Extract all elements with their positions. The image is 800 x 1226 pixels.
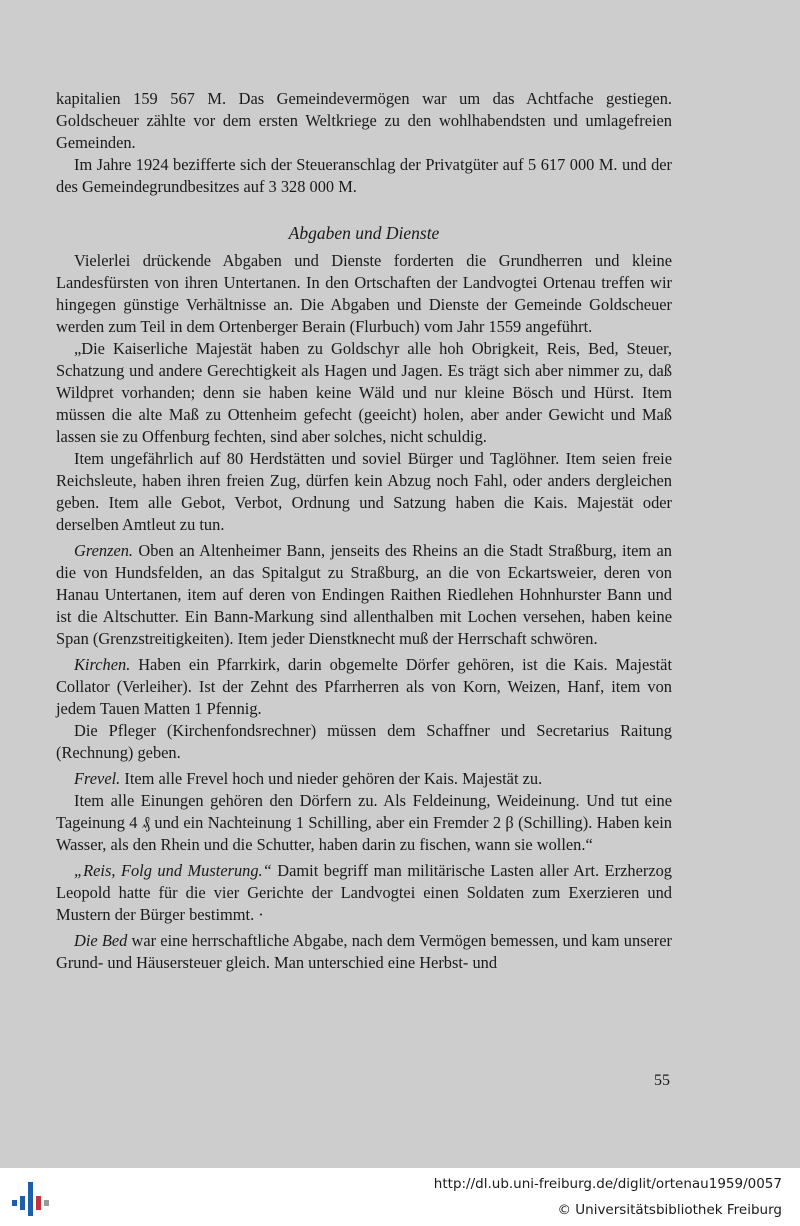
paragraph-intro: Vielerlei drückende Abgaben und Dienste forderten die Grundherren und kleine Landesfürsten von ihren Untertanen. In den Ortschaften der Landvogtei Ortenau treffen wir hingegen günstige Verhältnisse an. Die Abgaben und Dienste der Gemeinde Goldscheuer werden zum Teil in dem Ortenberger Berain (Flurbuch) vom Jahr 1559 angeführt.: [56, 251, 672, 336]
page-number: 55: [654, 1072, 670, 1089]
section-heading: Abgaben und Dienste: [288, 223, 440, 243]
footer-url[interactable]: http://dl.ub.uni-freiburg.de/diglit/ortenau1959/0057: [433, 1176, 782, 1192]
paragraph-einungen: Item alle Einungen gehören den Dörfern zu. Als Feldeinung, Weideinung. Und tut eine Tageinung 4 ₰ und ein Nachteinung 1 Schilling, aber ein Fremder 2 β (Schilling). Haben kein Wasser, als den Rhein und die Schutter, haben darin zu fischen, wann sie wollen.“: [56, 791, 672, 854]
paragraph-kapitalien: kapitalien 159 567 M. Das Gemeindevermögen war um das Achtfache gestiegen. Goldscheuer zählte vor dem ersten Weltkriege zu den wohlhabendsten und umlagefreien Gemeinden.: [56, 89, 672, 152]
reis-text: Damit begriff man militärische Lasten aller Art. Erzherzog Leopold hatte für die vier Gerichte der Landvogtei einen Soldaten zum Exerzieren und Mustern der Bürger bestimmt. ·: [56, 861, 672, 924]
grenzen-lead: Grenzen.: [74, 541, 134, 560]
bed-lead: Die Bed: [74, 931, 128, 950]
frevel-lead: Frevel.: [74, 769, 121, 788]
paragraph-frevel: [56, 768, 672, 790]
paragraph-pfleger: Die Pfleger (Kirchenfondsrechner) müssen dem Schaffner und Secretarius Raitung (Rechnung) geben.: [56, 721, 672, 762]
footer-copyright: © Universitätsbibliothek Freiburg: [557, 1202, 782, 1218]
bed-text: war eine herrschaftliche Abgabe, nach dem Vermögen bemessen, und kam unserer Grund- und Häusersteuer gleich. Man unterschied eine Herbst- und: [56, 931, 672, 972]
paragraph-grenzen: [56, 540, 672, 650]
paragraph-bed: [56, 930, 672, 974]
reis-lead: „Reis, Folg und Musterung.“: [74, 861, 272, 880]
paragraph-quote-majestaet: „Die Kaiserliche Majestät haben zu Goldschyr alle hoh Obrigkeit, Reis, Bed, Steuer, Schatzung und andere Gerechtigkeit als Hagen und Jagen. Es trägt sich aber nimmer zu, daß Wildpret vorhanden; denn sie haben keine Wäld und nur kleine Bösch und Hürst. Item müssen die alte Maß zu Ottenheim gefecht (geeicht) holen, aber ander Gewicht und Maß lassen sie zu Offenburg fechten, sind aber solches, nicht schuldig.: [56, 339, 672, 446]
footer: [0, 1168, 800, 1226]
paragraph-reis: [56, 860, 672, 926]
paragraph-steueranschlag: Im Jahre 1924 bezifferte sich der Steueranschlag der Privatgüter auf 5 617 000 M. und der des Gemeindegrundbesitzes auf 3 328 000 M.: [56, 155, 672, 196]
kirchen-text: Haben ein Pfarrkirk, darin obgemelte Dörfer gehören, ist die Kais. Majestät Collator (Verleiher). Ist der Zehnt des Pfarrherren als von Korn, Weizen, Hanf, item von jedem Tauen Matten 1 Pfennig.: [56, 655, 672, 718]
kirchen-lead: Kirchen.: [74, 655, 131, 674]
page-text: [56, 88, 672, 974]
frevel-text: Item alle Frevel hoch und nieder gehören der Kais. Majestät zu.: [120, 769, 543, 788]
ub-freiburg-logo-icon: [10, 1178, 50, 1218]
paragraph-kirchen: [56, 654, 672, 720]
paragraph-herdstaetten: Item ungefährlich auf 80 Herdstätten und soviel Bürger und Taglöhner. Item seien freie Reichsleute, haben ihren freien Zug, dürfen kein Abzug noch Fahl, oder anders dergleichen geben. Item alle Gebot, Verbot, Ordnung und Satzung haben die Kais. Majestät oder derselben Amtleut zu tun.: [56, 449, 672, 534]
grenzen-text: Oben an Altenheimer Bann, jenseits des Rheins an die Stadt Straßburg, item an die von Hundsfelden, an das Spitalgut zu Straßburg, an die von Eckartsweier, deren von Hanau Untertanen, item auf deren von Endingen Raithen Riedlehen Hohnhurster Bann und ist die Altschutter. Ein Bann-Markung sind allenthalben mit Lochen versehen, haben keine Span (Grenzstreitigkeiten). Item jeder Dienstknecht muß der Herrschaft schwören.: [56, 541, 672, 648]
